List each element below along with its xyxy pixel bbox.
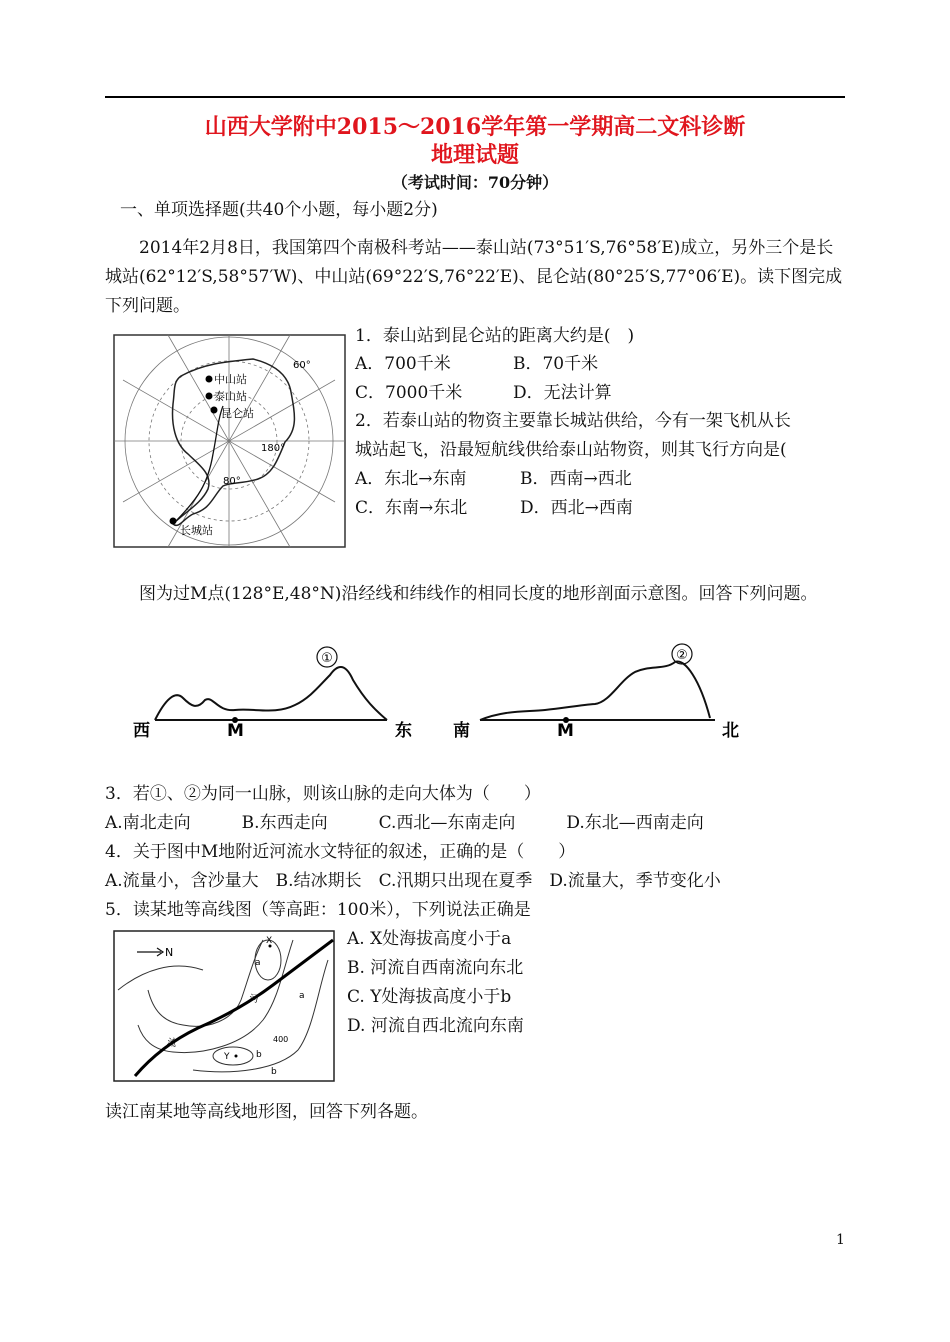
q2-option-b: B．西南→西北 [520,469,632,489]
q1-option-a: A．700千米 [355,354,451,374]
point-x-label: X [266,936,273,946]
passage-profile: 图为过M点(128°E,48°N)沿经线和纬线作的相同长度的地形剖面示意图。回答下列问题。 [139,584,818,604]
profile-left-m: M [227,721,244,741]
page-number: 1 [836,1232,845,1248]
q2-option-a: A．东北→东南 [355,469,467,489]
taishan-label: 泰山站 [214,390,247,403]
header-rule [105,96,845,98]
q1-option-b: B．70千米 [513,354,599,374]
q4-options: A.流量小，含沙量大 B.结冰期长 C.汛期只出现在夏季 D.流量大，季节变化小 [105,871,721,891]
terrain-profiles [125,640,745,750]
contour-a2-label: a [299,991,305,1001]
marker-2: ② [676,648,688,663]
q5-option-d: D. 河流自西北流向东南 [347,1016,524,1036]
closing-instruction: 读江南某地等高线地形图，回答下列各题。 [105,1102,428,1122]
lat60-label: 60° [293,360,311,371]
profile-right-m: M [557,721,574,741]
marker-1: ① [321,651,333,666]
point-y-label: Y [224,1052,230,1062]
q2-option-c: C．东南→东北 [355,498,468,518]
lon180-label: 180° [261,443,286,454]
profile-right-south: 南 [453,721,470,741]
q1-stem: 1．泰山站到昆仑站的距离大约是( ) [355,326,635,346]
changcheng-label: 长城站 [180,524,213,537]
profile-right-north: 北 [722,721,739,741]
exam-title: 山西大学附中2015～2016学年第一学期高二文科诊断 [204,114,746,140]
q2-stem-line1: 2．若泰山站的物资主要靠长城站供给，今有一架飞机从长 [355,411,791,431]
exam-time: （考试时间：70分钟） [391,173,559,192]
north-arrow-label: N [165,946,174,959]
river-label-liu: 流 [166,1038,176,1049]
q4-stem: 4．关于图中M地附近河流水文特征的叙述，正确的是（ ） [105,842,576,862]
kunlun-label: 昆仑站 [221,407,254,420]
river-label-he: 河 [248,994,258,1005]
changcheng-dot [170,518,177,525]
lat80-label: 80° [223,476,241,487]
contour-400-label: 400 [273,1035,289,1044]
zhongshan-dot [206,376,213,383]
contour-b2-label: b [271,1067,277,1077]
profile-west-east [133,647,412,741]
antarctic-map [113,334,346,548]
profile-left-west: 西 [133,721,150,741]
profile-left-east: 东 [395,721,412,741]
kunlun-dot [211,407,218,414]
contour-a1-label: a [255,958,261,968]
taishan-dot [206,393,213,400]
q5-option-b: B. 河流自西南流向东北 [347,958,524,978]
q5-option-c: C. Y处海拔高度小于b [347,987,512,1007]
passage-antarctic: 2014年2月8日，我国第四个南极科考站——泰山站(73°51′S,76°58′E)成立，另外三个是长城站(62°12′S,58°57′W)、中山站(69°22′S,76°22′E)、昆仑站(80°25′S,77°06′E)。读下图完成下列问题。 [105,238,843,316]
section-heading: 一、单项选择题(共40个小题，每小题2分) [120,200,438,220]
q1-option-c: C．7000千米 [355,383,463,403]
exam-subtitle: 地理试题 [430,142,519,168]
contour-map [113,930,335,1082]
q5-option-a: A. X处海拔高度小于a [347,929,512,949]
q3-stem: 3．若①、②为同一山脉，则该山脉的走向大体为（ ） [105,784,541,804]
zhongshan-label: 中山站 [214,373,247,386]
q1-option-d: D．无法计算 [513,383,612,403]
q3-options: A.南北走向 B.东西走向 C.西北—东南走向 D.东北—西南走向 [105,813,704,833]
q2-stem-line2: 城站起飞，沿最短航线供给泰山站物资，则其飞行方向是( [355,440,787,460]
q2-option-d: D．西北→西南 [520,498,633,518]
profile-south-north [453,644,739,741]
contour-b1-label: b [256,1050,262,1060]
q5-stem: 5．读某地等高线图（等高距：100米），下列说法正确是 [105,900,531,920]
